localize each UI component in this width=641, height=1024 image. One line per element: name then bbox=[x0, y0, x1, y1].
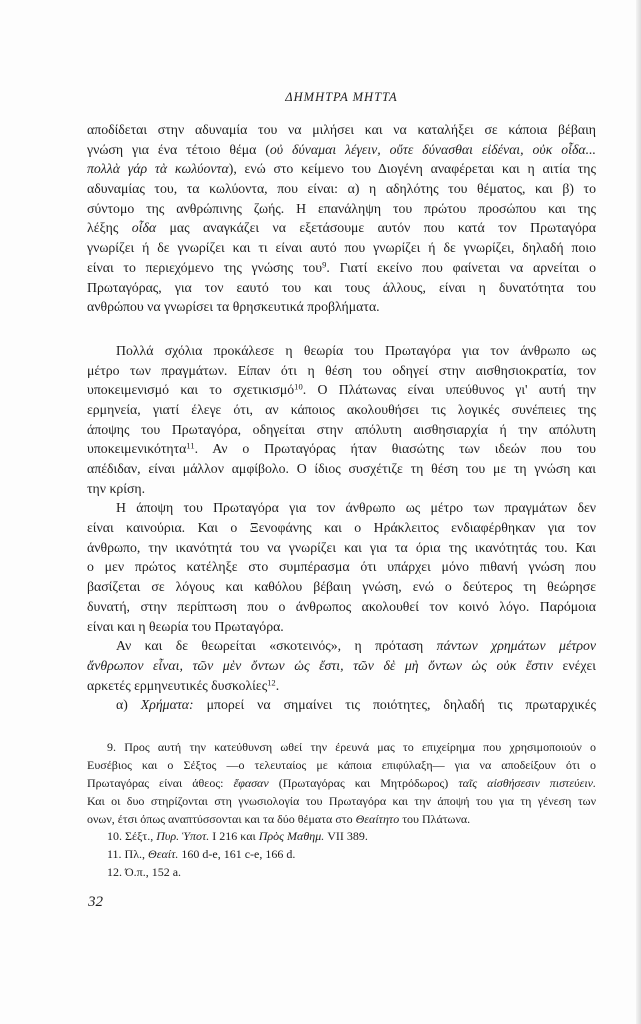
footnote bbox=[87, 846, 596, 864]
text-line bbox=[87, 617, 596, 637]
text-segment: Ευσέβιος και ο Σέξτος —ο τελευταίος με κάποια επιφύλαξη— για να αποδείξουν ότι ο bbox=[87, 757, 596, 772]
text-line bbox=[87, 380, 596, 400]
body-paragraph bbox=[87, 695, 596, 715]
text-segment: . Ο Πλάτωνας είναι υπεύθυνος γι' αυτή την bbox=[302, 382, 596, 398]
text-line bbox=[87, 159, 596, 179]
text-segment: (Πρωταγόρας και Μητρόδωρος) bbox=[268, 775, 459, 790]
text-line bbox=[87, 695, 596, 715]
italic-text: Πρὸς Μαθημ. bbox=[258, 829, 325, 844]
text-segment: 9. Προς αυτή την κατεύθυνση ωθεί την έρευνά μας το επιχείρημα που χρησιμοποιούν ο bbox=[107, 740, 596, 754]
text-segment: υποκειμενικότητα bbox=[87, 441, 187, 457]
italic-text: ἔφασαν bbox=[233, 775, 269, 790]
text-segment: γνώση για ένα τέτοιο θέμα ( bbox=[87, 141, 270, 157]
text-line bbox=[87, 597, 596, 617]
italic-text: Χρήματα: bbox=[140, 697, 194, 713]
text-segment: Η άποψη του Πρωταγόρα για τον άνθρωπο ως μέτρο των πραγμάτων δεν bbox=[116, 500, 596, 516]
text-segment: είναι το περιεχόμενο της γνώσης του bbox=[87, 259, 323, 275]
text-segment: είναι και η θεωρία του Πρωταγόρα. bbox=[87, 618, 284, 634]
footnote-ref: 11 bbox=[186, 440, 195, 451]
text-segment: Πολλά σχόλια προκάλεσε η θεωρία του Πρωταγόρα για τον άνθρωπο ως bbox=[116, 342, 596, 358]
body-text bbox=[87, 120, 596, 715]
text-line bbox=[87, 538, 596, 558]
text-segment: ενέχει bbox=[552, 657, 596, 673]
text-segment: I 216 και bbox=[209, 829, 259, 844]
text-segment: αδυναμίας του, τα κωλύοντα, που είναι: α) η αδηλότης του θέματος, και β) το bbox=[87, 181, 596, 197]
text-segment: άποψης του Πρωταγόρα, οδηγείται στην απόλυτη αισθησιαρχία ή την απόλυτη bbox=[87, 421, 596, 437]
italic-text: οἶδα bbox=[131, 220, 157, 236]
text-segment: άνθρωπο, την ικανότητά του να γνωρίζει και για τα όρια της ικανότητάς του. Και bbox=[87, 539, 596, 555]
text-line bbox=[87, 775, 596, 793]
text-line bbox=[87, 557, 596, 577]
running-head: ΔΗΜΗΤΡΑ ΜΗΤΤΑ bbox=[285, 90, 398, 104]
text-segment: α) bbox=[116, 697, 141, 713]
text-line bbox=[87, 479, 596, 499]
text-segment: . Γιατί εκείνο που φαίνεται να αρνείται ο bbox=[326, 259, 596, 275]
text-line bbox=[87, 739, 596, 757]
text-line bbox=[87, 636, 596, 656]
text-segment: ονων, έτσι όπως αναπτύσσονται και τα δύο θέματα στο bbox=[87, 811, 356, 826]
text-segment: βασίζεται σε λόγους και καθόλου βέβαιη γνώση, ενώ ο δεύτερος τη θεώρησε bbox=[87, 579, 596, 595]
text-line bbox=[87, 757, 596, 775]
text-line bbox=[87, 420, 596, 440]
footnotes bbox=[87, 739, 596, 882]
text-line bbox=[87, 278, 596, 298]
text-segment: Πρωταγόρας είναι άθεος: bbox=[87, 775, 234, 790]
text-segment: 160 d-e, 161 c-e, 166 d. bbox=[178, 847, 296, 862]
text-segment: γνωρίζει ή δε γνωρίζει και τι είναι αυτό που γνωρίζει ή δε γνωρίζει, δηλαδή ποιο bbox=[87, 240, 596, 256]
text-line bbox=[87, 811, 596, 829]
italic-text: πολλὰ γάρ τὰ κωλύοντα bbox=[87, 161, 229, 177]
footnote-ref: 12 bbox=[267, 676, 276, 687]
text-segment: μας αναγκάζει να εξετάσουμε αυτόν που κατά τον Πρωταγόρα bbox=[156, 220, 596, 236]
scan-edge-shadow bbox=[636, 0, 641, 1024]
text-segment: δυνατή, στην περίπτωση που ο άνθρωπος ακολουθεί τον κοινό λόγο. Παρόμοια bbox=[87, 598, 596, 614]
text-segment: Και οι δυο στηρίζονται στη γνωσιολογία του Πρωταγόρα και την άποψή του για τη γένεση των bbox=[87, 793, 596, 808]
text-segment: υποκειμενισμό και το σχετικισμό bbox=[87, 382, 295, 398]
italic-text: ἄνθρωπον εἶναι, τῶν μὲν ὄντων ὡς ἔστι, τῶν δὲ μὴ ὄντων ὡς οὐκ ἔστιν bbox=[87, 657, 553, 673]
italic-text: πάντων χρημάτων μέτρον bbox=[436, 638, 596, 654]
italic-text: Πυρ. Ὑποτ. bbox=[156, 829, 210, 844]
text-segment: . bbox=[275, 677, 280, 693]
text-segment: Αν και δε θεωρείται «σκοτεινός», η πρόταση bbox=[116, 638, 437, 654]
footnote bbox=[87, 739, 596, 828]
text-line bbox=[87, 238, 596, 258]
text-line bbox=[87, 297, 596, 317]
text-segment: ανθρώπου να γνωρίσει τα θρησκευτικά προβλήματα. bbox=[87, 299, 380, 315]
text-segment: αποδίδεται στην αδυναμία του να μιλήσει και να καταλήξει σε κάποια βέβαιη bbox=[87, 122, 596, 137]
text-line bbox=[87, 846, 596, 864]
footnote-ref: 10 bbox=[294, 381, 303, 392]
text-segment: ερμηνεία, γιατί έλεγε ότι, αν κάποιος ακολουθήσει τις λογικές συνέπειες της bbox=[87, 401, 596, 417]
italic-text: οὐ δύναμαι λέγειν, οὔτε δύνασθαι εἰδέναι, οὐκ οἶδα... bbox=[269, 141, 596, 157]
text-line bbox=[87, 341, 596, 361]
italic-text: Θεαίτητο bbox=[355, 811, 400, 826]
text-line bbox=[87, 120, 596, 140]
text-segment: 11. Πλ., bbox=[107, 847, 149, 862]
text-line bbox=[87, 439, 596, 459]
text-line bbox=[87, 140, 596, 160]
text-segment: ), ενώ στο κείμενο του Διογένη αναφέρεται και η αιτία της bbox=[228, 161, 596, 177]
footnote bbox=[87, 828, 596, 846]
text-line bbox=[87, 828, 596, 846]
text-line bbox=[87, 498, 596, 518]
text-segment: VII 389. bbox=[324, 829, 368, 844]
body-paragraph bbox=[87, 498, 596, 636]
text-line bbox=[87, 656, 596, 676]
text-segment: λέξης bbox=[87, 220, 132, 236]
page-number: 32 bbox=[88, 894, 103, 910]
text-segment: μπορεί να σημαίνει τις ποιότητες, δηλαδή τις πρωταρχικές bbox=[193, 697, 596, 713]
text-segment: του Πλάτωνα. bbox=[399, 811, 471, 826]
text-segment: σύντομο της ανθρώπινης ζωής. Η επανάληψη του πρώτου προσώπου και της bbox=[87, 200, 596, 216]
body-paragraph bbox=[87, 120, 596, 317]
footnote bbox=[87, 864, 596, 882]
text-line bbox=[87, 459, 596, 479]
text-segment: είναι καινούρια. Και ο Ξενοφάνης και ο Ηράκλειτος ενδιαφέρθηκαν για τον bbox=[87, 520, 596, 536]
text-line bbox=[87, 793, 596, 811]
italic-text: Θεαίτ. bbox=[148, 847, 179, 862]
body-paragraph bbox=[87, 636, 596, 695]
text-line bbox=[87, 179, 596, 199]
text-segment: 12. Ό.π., 152 a. bbox=[107, 865, 182, 880]
text-segment: αρκετές ερμηνευτικές δυσκολίες bbox=[87, 677, 268, 693]
text-line bbox=[87, 676, 596, 696]
text-line bbox=[87, 864, 596, 882]
text-segment: μέτρο των πραγμάτων. Είπαν ότι η θέση του οδηγεί στην αισθησιοκρατία, τον bbox=[87, 362, 596, 378]
text-segment: την κρίση. bbox=[87, 480, 146, 496]
body-paragraph bbox=[87, 341, 596, 499]
text-segment: ο μεν πρώτος κατέληξε στο συμπέρασμα ότι υπάρχει μόνο πιθανή γνώση που bbox=[87, 559, 596, 575]
text-line bbox=[87, 400, 596, 420]
text-line bbox=[87, 199, 596, 219]
text-segment: . Αν ο Πρωταγόρας ήταν θιασώτης των ιδεών που του bbox=[194, 441, 596, 457]
text-line bbox=[87, 518, 596, 538]
text-segment: 10. Σέξτ., bbox=[107, 829, 157, 844]
text-line bbox=[87, 361, 596, 381]
text-segment: Πρωταγόρας, για τον εαυτό του και τους άλλους, είναι η δυνατότητα του bbox=[87, 279, 596, 295]
italic-text: ταῖς αἰσθήσεσιν πιστεύειν. bbox=[458, 775, 596, 790]
text-line bbox=[87, 577, 596, 597]
text-segment: απέδιδαν, είναι μάλλον αμφίβολο. Ο ίδιος συσχέτιζε τη θέση του με τη γνώση και bbox=[87, 461, 596, 476]
text-line bbox=[87, 258, 596, 278]
footnote-ref: 9 bbox=[322, 259, 327, 270]
text-line bbox=[87, 218, 596, 238]
